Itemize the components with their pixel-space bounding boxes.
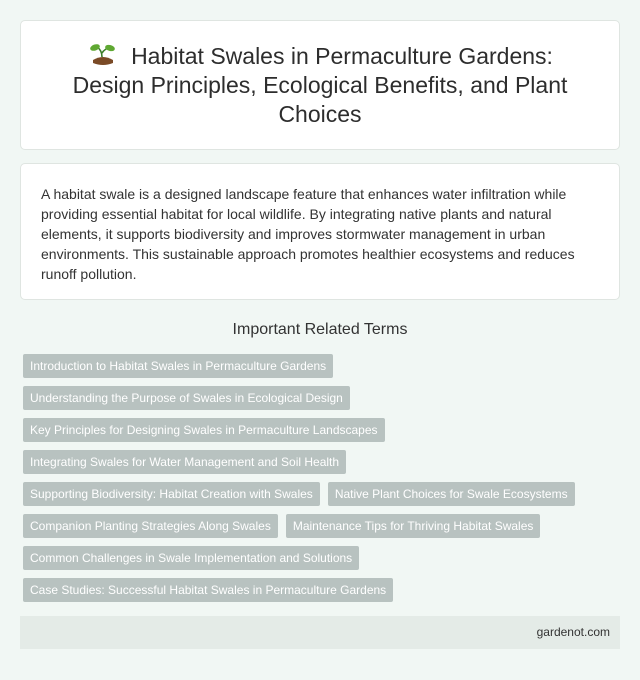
- page-title: [51, 42, 589, 129]
- related-term-tag[interactable]: Supporting Biodiversity: Habitat Creation with Swales: [23, 482, 320, 506]
- intro-text: A habitat swale is a designed landscape feature that enhances water infiltration while providing essential habitat for local wildlife. By integrating native plants and natural elements, it supports biodiversity and improves stormwater management in urban environments. This sustainable approach promotes healthier ecosystems and reduces runoff pollution.: [41, 186, 575, 282]
- related-term-tag[interactable]: Companion Planting Strategies Along Swales: [23, 514, 278, 538]
- related-terms-list: [23, 354, 623, 610]
- tag-row: [23, 418, 623, 442]
- related-term-tag[interactable]: Understanding the Purpose of Swales in Ecological Design: [23, 386, 350, 410]
- title-card: [20, 20, 620, 150]
- title-text: Habitat Swales in Permaculture Gardens: Design Principles, Ecological Benefits, and Plant Choices: [72, 42, 568, 127]
- tag-row: [23, 546, 623, 570]
- footer-site-link[interactable]: gardenot.com: [536, 625, 610, 639]
- tag-row: [23, 354, 623, 378]
- related-term-tag[interactable]: Key Principles for Designing Swales in Permaculture Landscapes: [23, 418, 385, 442]
- tag-row: [23, 450, 623, 474]
- tag-row: [23, 482, 623, 506]
- intro-card: [20, 163, 620, 300]
- related-term-tag[interactable]: Integrating Swales for Water Management and Soil Health: [23, 450, 346, 474]
- related-term-tag[interactable]: Maintenance Tips for Thriving Habitat Swales: [286, 514, 541, 538]
- tag-row: [23, 578, 623, 602]
- related-term-tag[interactable]: Common Challenges in Swale Implementation and Solutions: [23, 546, 359, 570]
- related-term-tag[interactable]: Introduction to Habitat Swales in Permaculture Gardens: [23, 354, 333, 378]
- footer: [20, 616, 620, 649]
- related-term-tag[interactable]: Native Plant Choices for Swale Ecosystems: [328, 482, 575, 506]
- related-term-tag[interactable]: Case Studies: Successful Habitat Swales in Permaculture Gardens: [23, 578, 393, 602]
- tag-row: [23, 386, 623, 410]
- seedling-icon: [87, 43, 119, 67]
- tag-row: [23, 514, 623, 538]
- related-terms-heading: Important Related Terms: [232, 321, 408, 338]
